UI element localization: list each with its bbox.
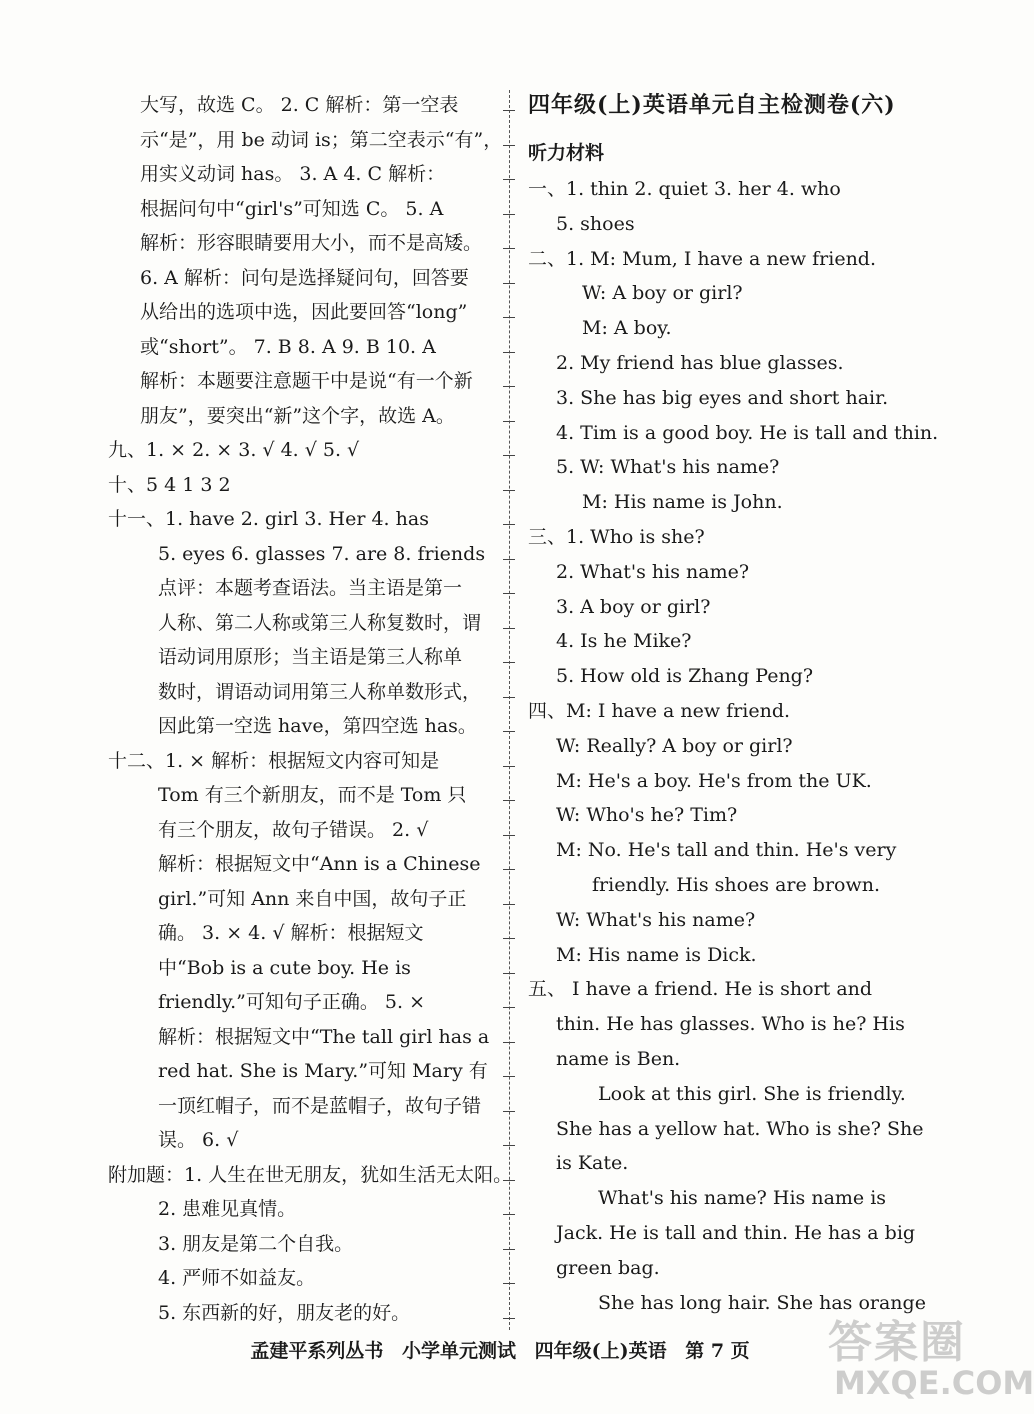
- divider-tick: [503, 317, 515, 318]
- divider-tick: [503, 869, 515, 870]
- text-line: 人称、第二人称或第三人称复数时，谓: [158, 611, 482, 634]
- text-line: red hat. She is Mary.”可知 Mary 有: [158, 1060, 488, 1082]
- divider-tick: [503, 1007, 515, 1008]
- text-line: W: A boy or girl?: [582, 282, 743, 305]
- text-line: 3. She has big eyes and short hair.: [556, 386, 889, 409]
- text-line: 数时，谓语动词用第三人称单数形式，: [158, 680, 482, 703]
- text-line: What's his name? His name is: [598, 1187, 887, 1210]
- divider-tick: [503, 524, 515, 525]
- text-line: 5. W: What's his name?: [556, 456, 780, 479]
- text-line: 解析：形容眼睛要用大小，而不是高矮。: [140, 232, 483, 254]
- divider-tick: [503, 938, 515, 939]
- text-line: 有三个朋友，故句子错误。 2. √: [158, 818, 429, 841]
- divider-tick: [503, 283, 515, 284]
- divider-tick: [503, 352, 515, 353]
- text-line: 点评：本题考查语法。当主语是第一: [158, 577, 463, 599]
- divider-tick: [503, 1111, 515, 1112]
- text-line: M: His name is John.: [582, 491, 783, 514]
- divider-tick: [503, 455, 515, 456]
- text-line: 中“Bob is a cute boy. He is: [158, 956, 411, 979]
- section-subtitle: 听力材料: [528, 142, 605, 164]
- text-line: M: His name is Dick.: [556, 943, 757, 966]
- text-line: W: What's his name?: [556, 908, 756, 931]
- text-line: name is Ben.: [556, 1048, 681, 1070]
- text-line: 一、1. thin 2. quiet 3. her 4. who: [528, 178, 841, 200]
- text-line: 3. 朋友是第二个自我。: [158, 1232, 354, 1255]
- divider-tick: [503, 731, 515, 732]
- text-line: 十、5 4 1 3 2: [108, 473, 231, 496]
- text-line: friendly.”可知句子正确。 5. ×: [158, 991, 426, 1013]
- column-divider: [509, 90, 510, 1330]
- divider-tick: [503, 593, 515, 594]
- text-line: M: No. He's tall and thin. He's very: [556, 839, 897, 862]
- text-line: 或“short”。 7. B 8. A 9. B 10. A: [140, 335, 436, 358]
- text-line: 5. How old is Zhang Peng?: [556, 665, 814, 688]
- text-line: 6. A 解析：问句是选择疑问句，回答要: [140, 266, 469, 289]
- text-line: 附加题：1. 人生在世无朋友，犹如生活无太阳。: [108, 1163, 513, 1186]
- text-line: 示“是”，用 be 动词 is；第二空表示“有”，: [140, 128, 503, 151]
- divider-tick: [503, 421, 515, 422]
- text-line: 误。 6. √: [158, 1129, 239, 1151]
- text-line: 四、M: I have a new friend.: [528, 700, 791, 722]
- divider-tick: [503, 214, 515, 215]
- text-line: 5. 东西新的好，朋友老的好。: [158, 1301, 411, 1324]
- divider-tick: [503, 145, 515, 146]
- text-line: friendly. His shoes are brown.: [592, 874, 881, 896]
- text-line: 解析：根据短文中“Ann is a Chinese: [158, 853, 481, 875]
- page-title: 四年级(上)英语单元自主检测卷(六): [528, 92, 896, 118]
- text-line: 从给出的选项中选，因此要回答“long”: [140, 301, 468, 323]
- divider-tick: [503, 1214, 515, 1215]
- divider-tick: [503, 835, 515, 836]
- divider-tick: [503, 1180, 515, 1181]
- divider-tick: [503, 1042, 515, 1043]
- text-line: 九、1. × 2. × 3. √ 4. √ 5. √: [108, 439, 360, 461]
- watermark-text-cn: 答案圈: [828, 1317, 966, 1368]
- text-line: W: Really? A boy or girl?: [556, 734, 793, 757]
- text-line: Look at this girl. She is friendly.: [598, 1082, 906, 1105]
- divider-tick: [503, 973, 515, 974]
- text-line: 三、1. Who is she?: [528, 526, 705, 548]
- text-line: W: Who's he? Tim?: [556, 804, 738, 827]
- divider-tick: [503, 386, 515, 387]
- footer-book: 小学单元测试: [401, 1340, 516, 1362]
- text-line: M: He's a boy. He's from the UK.: [556, 769, 872, 792]
- text-line: 确。 3. × 4. √ 解析：根据短文: [158, 922, 424, 944]
- text-line: 因此第一空选 have，第四空选 has。: [158, 715, 477, 737]
- divider-tick: [503, 1249, 515, 1250]
- text-line: 4. Is he Mike?: [556, 630, 692, 653]
- text-line: 一顶红帽子，而不是蓝帽子，故句子错: [158, 1094, 482, 1117]
- text-line: 4. 严师不如益友。: [158, 1267, 316, 1289]
- text-line: 2. What's his name?: [556, 560, 750, 583]
- text-line: 2. 患难见真情。: [158, 1198, 297, 1220]
- text-line: 解析：根据短文中“The tall girl has a: [158, 1025, 490, 1048]
- divider-tick: [503, 766, 515, 767]
- footer-series: 孟建平系列丛书: [250, 1340, 384, 1362]
- divider-tick: [503, 1145, 515, 1146]
- divider-tick: [503, 179, 515, 180]
- text-line: M: A boy.: [582, 317, 672, 340]
- divider-tick: [503, 662, 515, 663]
- watermark-text-url: MXQE.COM: [834, 1364, 1034, 1402]
- divider-tick: [503, 490, 515, 491]
- divider-tick: [503, 800, 515, 801]
- text-line: 朋友”，要突出“新”这个字，故选 A。: [140, 404, 455, 427]
- text-line: 二、1. M: Mum, I have a new friend.: [528, 247, 877, 270]
- text-line: 大写，故选 C。 2. C 解析：第一空表: [140, 94, 459, 116]
- divider-tick: [503, 110, 515, 111]
- text-line: 十一、1. have 2. girl 3. Her 4. has: [108, 508, 429, 530]
- divider-tick: [503, 1283, 515, 1284]
- divider-tick: [503, 628, 515, 629]
- text-line: 十二、1. × 解析：根据短文内容可知是: [108, 749, 440, 772]
- footer-page-number: 第 7 页: [685, 1340, 750, 1362]
- text-line: 5. shoes: [556, 212, 635, 235]
- text-line: 语动词用原形；当主语是第三人称单: [158, 646, 463, 668]
- text-line: Tom 有三个新朋友，而不是 Tom 只: [158, 784, 467, 806]
- text-line: 2. My friend has blue glasses.: [556, 352, 844, 374]
- watermark-logo: [820, 1298, 1034, 1408]
- text-line: 4. Tim is a good boy. He is tall and thin.: [556, 421, 939, 444]
- text-line: 解析：本题要注意题干中是说“有一个新: [140, 370, 473, 392]
- text-line: She has long hair. She has orange: [598, 1291, 926, 1314]
- text-line: 五、 I have a friend. He is short and: [528, 978, 873, 1001]
- footer-grade: 四年级(上)英语: [534, 1340, 667, 1362]
- text-line: girl.”可知 Ann 来自中国，故句子正: [158, 887, 467, 910]
- divider-tick: [503, 559, 515, 560]
- divider-tick: [503, 248, 515, 249]
- text-line: She has a yellow hat. Who is she? She: [556, 1117, 924, 1140]
- text-line: 3. A boy or girl?: [556, 595, 711, 618]
- divider-tick: [503, 1318, 515, 1319]
- text-line: is Kate.: [556, 1152, 629, 1175]
- text-line: green bag.: [556, 1256, 660, 1279]
- divider-tick: [503, 697, 515, 698]
- text-line: 根据问句中“girl's”可知选 C。 5. A: [140, 197, 444, 220]
- divider-tick: [503, 904, 515, 905]
- divider-tick: [503, 1076, 515, 1077]
- text-line: 5. eyes 6. glasses 7. are 8. friends: [158, 542, 486, 565]
- text-line: Jack. He is tall and thin. He has a big: [556, 1222, 916, 1244]
- text-line: thin. He has glasses. Who is he? His: [556, 1013, 905, 1036]
- text-line: 用实义动词 has。 3. A 4. C 解析：: [140, 163, 446, 185]
